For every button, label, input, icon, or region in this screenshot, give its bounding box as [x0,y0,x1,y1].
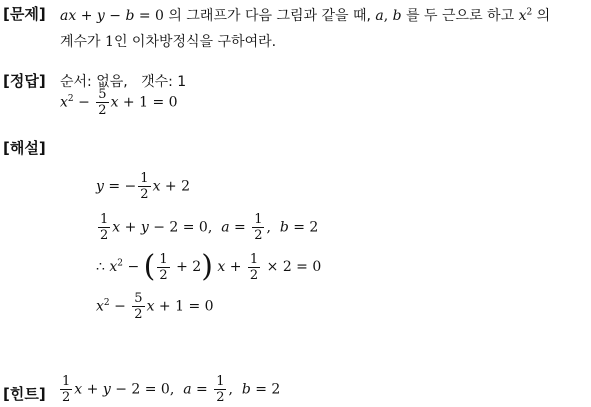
problem-text-a: 의 그래프가 다음 그림과 같을 때, [168,8,371,24]
hint-label: [힌트] [3,385,46,403]
solution-step-4: $x^2$ − $\frac{5}{2}$ x + 1 = 0 [96,291,214,322]
solution-step-3: ∴ $x^2$ − ( $\frac{1}{2}$ + 2) x + $\frac{1}{2}$ × 2 = 0 [96,249,322,284]
solution-step-2: $\frac{1}{2}$ x + y − 2 = 0, a = $\frac{1}{2}$ , b = 2 [100,212,319,243]
answer-count: 갯수: 1 [141,74,187,90]
problem-text-e: 인 이차방정식을 구하여라. [113,34,277,50]
answer-label: [정답] [3,72,46,90]
answer-order: 순서: 없음, [60,74,128,90]
problem-label: [문제] [3,5,46,23]
solution-step-1: y = − $\frac{1}{2}$ x + 2 [96,171,191,202]
answer-equation: $x^2$ − $\frac{5}{2}$ x + 1 = 0 [60,87,178,118]
problem-coefficient: 1 [105,34,114,50]
problem-line-2 [60,31,276,51]
hint-equation: $\frac{1}{2}$ x + y − 2 = 0, a = $\frac{1}{2}$ , b = 2 [62,374,281,405]
problem-text-b: 를 두 근으로 하고 [406,8,515,24]
problem-line-1: ax + y − b = 0 의 그래프가 다음 그림과 같을 때, a, b 를 두 근으로 하고 $x^2$ 의 [60,7,551,24]
problem-text-c: 의 [536,8,551,24]
solution-label: [해설] [3,139,46,157]
problem-text-d: 계수가 [60,34,101,50]
